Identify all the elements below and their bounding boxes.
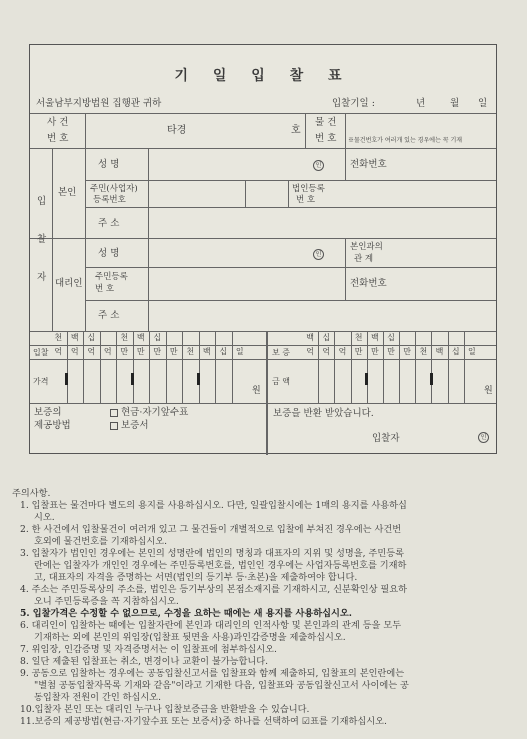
case-middle-text: 타경	[167, 125, 187, 136]
bid-digit-bottom: 억	[70, 347, 79, 356]
deposit-digit-top: 백	[370, 333, 379, 342]
cash-option-label: 현금·자기앞수표	[121, 407, 189, 418]
principal-name-label: 성 명	[98, 159, 120, 170]
deposit-digit-bottom: 억	[322, 347, 331, 356]
date-month-unit: 월	[450, 98, 460, 109]
deposit-digit-top: 십	[387, 333, 395, 342]
bid-digit-entry[interactable]	[215, 359, 232, 403]
relation-label-1: 본인과의	[350, 242, 383, 252]
bid-digit-entry[interactable]	[166, 359, 183, 403]
bidder-sign-label: 입찰자	[372, 433, 400, 444]
bid-digit-bottom: 만	[169, 347, 178, 356]
principal-address-label: 주 소	[98, 218, 120, 229]
note-line: 2. 한 사건에서 입찰물건이 여러개 있고 그 물건들이 개별적으로 입찰에 부쳐진 경우에는 사건번	[20, 524, 402, 535]
deposit-digit-bottom: 만	[403, 347, 412, 356]
method-label-1: 보증의	[34, 407, 62, 418]
deposit-returned-text: 보증을 반환 받았습니다.	[273, 408, 374, 419]
item-note: ※물건번호가 여러개 있는 경우에는 꼭 기재	[348, 137, 463, 144]
bid-digit-entry[interactable]	[133, 359, 150, 403]
note-line: 기재하는 외에 본인의 위임장(입찰표 뒷면을 사용)과인감증명을 제출하십시오.	[34, 632, 346, 643]
item-label-2: 번 호	[315, 133, 337, 144]
agent-resident-label-1: 주민등록	[95, 272, 128, 282]
case-suffix-text: 호	[291, 125, 301, 136]
principal-seal-mark: 인	[313, 160, 324, 171]
deposit-digit-bottom: 억	[338, 347, 347, 356]
bid-digit-entry[interactable]	[100, 359, 117, 403]
relation-label-2: 관 계	[354, 254, 374, 264]
note-line: 9. 공동으로 입찰하는 경우에는 공동입찰신고서를 입찰표와 함께 제출하되, 입찰표의 본인란에는	[20, 668, 405, 679]
note-line: 호외에 물건번호를 기재하십시오.	[34, 536, 168, 547]
agent-name-label: 성 명	[98, 248, 120, 259]
bid-amount-label-2: 가격	[33, 377, 49, 386]
note-line: 시오.	[34, 512, 55, 523]
bidder-label-3: 자	[37, 272, 47, 283]
corp-no-label-1: 법인등록	[292, 184, 325, 194]
bid-digit-bottom: 백	[202, 347, 211, 356]
deposit-digit-entry[interactable]	[302, 359, 318, 403]
deposit-digit-bottom: 일	[468, 347, 476, 356]
corp-no-label-2: 번 호	[296, 195, 316, 205]
bid-digit-bottom: 만	[153, 347, 162, 356]
note-line: 10.입찰자 본인 또는 대리인 누구나 입찰보증금을 반환받을 수 있습니다.	[20, 704, 310, 715]
bid-digit-top: 천	[54, 333, 63, 342]
bid-digit-top: 천	[120, 333, 129, 342]
bid-amount-label-1: 입찰	[33, 348, 49, 357]
note-line: "별첨 공동입찰자목록 기재와 같음"이라고 기재한 다음, 입찰표와 공동입찰신고서 사이에는 공	[34, 680, 409, 691]
bid-digit-entry[interactable]	[149, 359, 166, 403]
bid-digit-bottom: 억	[103, 347, 112, 356]
note-line: 동입찰자 전원이 간인 하십시오.	[34, 692, 162, 703]
deposit-digit-entry[interactable]	[399, 359, 415, 403]
deposit-label-2: 금 액	[272, 377, 290, 386]
note-line: 8. 일단 제출된 입찰표는 취소, 변경이나 교환이 불가능합니다.	[20, 656, 269, 667]
bid-form	[29, 44, 497, 454]
case-label-1: 사 건	[47, 117, 69, 128]
agent-phone-label: 전화번호	[350, 278, 387, 289]
bid-digit-bottom: 일	[235, 347, 244, 356]
resident-no-label-1: 주민(사업자)	[90, 184, 138, 194]
court-addressee: 서울남부지방법원 집행관 귀하	[36, 98, 162, 109]
note-line: 오니 주민등록증을 꼭 지참하십시오.	[34, 596, 179, 607]
bid-digit-bottom: 만	[120, 347, 129, 356]
bid-digit-bottom: 만	[136, 347, 145, 356]
method-option-cash[interactable]	[110, 408, 188, 418]
bidder-label-2: 찰	[37, 234, 47, 245]
deposit-digit-bottom: 천	[419, 347, 428, 356]
deposit-digit-bottom: 십	[451, 347, 460, 356]
bid-digit-bottom: 억	[87, 347, 96, 356]
deposit-label-1: 보 증	[272, 348, 290, 357]
bid-date-label: 입찰기일 :	[332, 98, 375, 109]
guarantee-option-label: 보증서	[121, 420, 149, 431]
note-line: 11.보증의 제공방법(현금·자기앞수표 또는 보증서)중 하나를 선택하여 ☑표를 기재하십시오.	[20, 716, 387, 727]
form-title: 기 일 입 찰 표	[174, 68, 352, 84]
deposit-digit-bottom: 만	[354, 347, 363, 356]
guarantee-checkbox[interactable]	[110, 422, 118, 430]
deposit-digit-entry[interactable]	[383, 359, 399, 403]
bidder-label-1: 입	[37, 196, 47, 207]
note-line: 3. 입찰자가 법인인 경우에는 본인의 성명란에 법인의 명칭과 대표자의 지위 및 성명을, 주민등록	[20, 548, 404, 559]
note-line: 6. 대리인이 입찰하는 때에는 입찰자란에 본인과 대리인의 인적사항 및 본인과의 관계 등을 모두	[20, 620, 402, 631]
notes-list	[20, 500, 515, 728]
deposit-digit-bottom: 만	[370, 347, 379, 356]
deposit-digit-top: 백	[306, 333, 314, 342]
deposit-digit-entry[interactable]	[334, 359, 350, 403]
bid-digit-entry[interactable]	[232, 359, 249, 403]
bid-won-unit: 원	[252, 386, 261, 396]
method-label-2: 제공방법	[34, 420, 71, 431]
agent-resident-label-2: 번 호	[95, 284, 115, 294]
resident-no-label-2: 등록번호	[93, 195, 126, 205]
case-label-2: 번 호	[47, 133, 69, 144]
bid-digit-top: 백	[136, 333, 145, 342]
note-line: 1. 입찰표는 물건마다 별도의 용지를 사용하십시오. 다만, 일괄입찰시에는 1매의 용지를 사용하십	[20, 500, 407, 511]
deposit-digit-entry[interactable]	[448, 359, 464, 403]
bid-digit-entry[interactable]	[83, 359, 100, 403]
bidder-seal-mark: 인	[478, 432, 489, 443]
method-option-guarantee[interactable]	[110, 421, 149, 431]
deposit-digit-entry[interactable]	[318, 359, 334, 403]
agent-label: 대리인	[55, 278, 83, 289]
date-year-unit: 년	[416, 98, 426, 109]
bid-digit-top: 십	[153, 333, 162, 342]
deposit-digit-entry[interactable]	[367, 359, 383, 403]
date-day-unit: 일	[478, 98, 488, 109]
note-line: 7. 위임장, 인감증명 및 자격증명서는 이 입찰표에 첨부하십시오.	[20, 644, 277, 655]
deposit-digit-bottom: 만	[387, 347, 395, 356]
bid-digit-top: 백	[70, 333, 79, 342]
cash-checkbox[interactable]	[110, 409, 118, 417]
bid-digit-entry[interactable]	[67, 359, 84, 403]
principal-label: 본인	[58, 187, 77, 198]
note-line: 란에는 입찰자가 개인인 경우에는 주민등록번호를, 법인인 경우에는 사업자등록번호를 기재하	[34, 560, 407, 571]
agent-seal-mark: 인	[313, 249, 324, 260]
bid-digit-bottom: 억	[54, 347, 63, 356]
note-line: 4. 주소는 주민등록상의 주소를, 법인은 등기부상의 본점소재지를 기재하시고, 신분확인상 필요하	[20, 584, 408, 595]
principal-phone-label: 전화번호	[350, 159, 387, 170]
deposit-won-unit: 원	[484, 386, 493, 396]
deposit-digit-top: 십	[322, 333, 331, 342]
note-line: 5. 입찰가격은 수정할 수 없으므로, 수정을 요하는 때에는 새 용지를 사용하십시오.	[20, 608, 352, 619]
bid-digit-bottom: 십	[219, 347, 228, 356]
bid-digit-bottom: 천	[186, 347, 195, 356]
deposit-digit-top: 천	[354, 333, 363, 342]
agent-address-label: 주 소	[98, 310, 120, 321]
deposit-digit-entry[interactable]	[464, 359, 480, 403]
bid-digit-top: 십	[87, 333, 96, 342]
notes-heading: 주의사항.	[12, 488, 51, 499]
deposit-digit-entry[interactable]	[431, 359, 447, 403]
notes-section	[12, 488, 515, 728]
deposit-digit-bottom: 백	[435, 347, 444, 356]
deposit-digit-bottom: 억	[306, 347, 314, 356]
item-label-1: 물 건	[315, 117, 337, 128]
bid-digit-entry[interactable]	[199, 359, 216, 403]
note-line: 고, 대표자의 자격을 증명하는 서면(법인의 등기부 등·초본)을 제출하여야 합니다.	[34, 572, 358, 583]
